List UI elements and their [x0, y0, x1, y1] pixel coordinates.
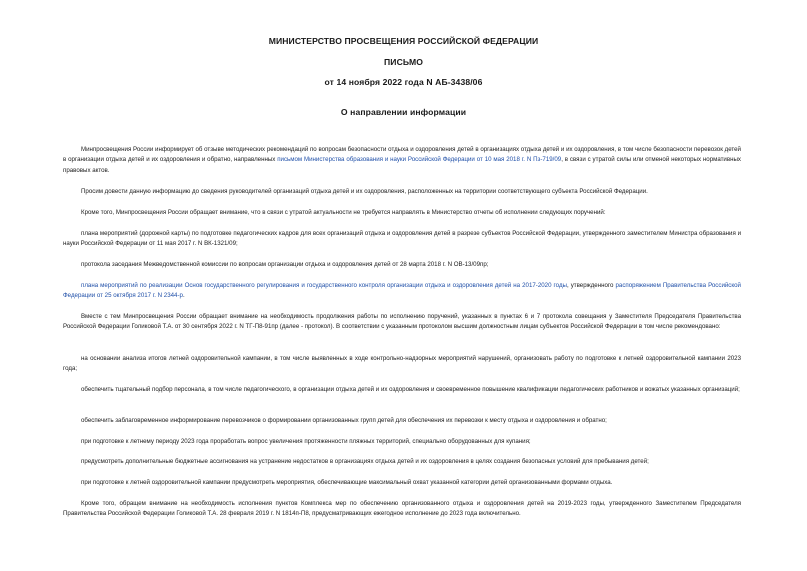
paragraph-13: при подготовке к летней оздоровительной кампании предусмотреть мероприятия, обеспечивающие максимальный охват указанной категории детей организованными формами отдыха.: [81, 479, 613, 486]
paragraph-3: Кроме того, Минпросвещения России обращает внимание, что в связи с утратой актуальности не требуется направлять в Министерство отчеты об исполнении следующих поручений:: [81, 209, 606, 216]
paragraph-11: при подготовке к летнему периоду 2023 года проработать вопрос увеличения протяженности пляжных территорий, специально оборудованных для купания;: [81, 438, 531, 445]
paragraph-6-text-end: .: [182, 292, 185, 300]
document-type: ПИСЬМО: [384, 57, 423, 67]
document-date-number: от 14 ноября 2022 года N АБ-3438/06: [324, 77, 483, 87]
paragraph-4: плана мероприятий (дорожной карты) по подготовке педагогических кадров для всех организаций отдыха и оздоровления детей в разрезе субъектов Российской Федерации, утвержденного заместителем Министра образования и науки Российской Федерации от 11 мая 2017 г. N ВК-1321/09;: [63, 230, 741, 248]
paragraph-7: Вместе с тем Минпросвещения России обращает внимание на необходимость продолжения работы по исполнению поручений, указанных в пунктах 6 и 7 протокола совещания у Заместителя Председателя Правительства Российской Федерации Голиковой Т.А. от 30 сентября 2022 г. N ТГ-П8-91пр (далее - протокол). В соответствии с указанным протоколом высшим должностным лицам субъектов Российской Федерации в том числе рекомендовано:: [63, 313, 741, 331]
letter-2018-link[interactable]: письмом Министерства образования и науки Российской Федерации от 10 мая 2018 г. N Пз-719/09: [277, 156, 562, 164]
document-subject: О направлении информации: [340, 107, 467, 117]
paragraph-12: предусмотреть дополнительные бюджетные ассигнования на устранение недостатков в организациях отдыха детей и их оздоровления в целях создания безопасных условий для пребывания детей;: [81, 458, 649, 465]
paragraph-2: Просим довести данную информацию до сведения руководителей организаций отдыха детей и их оздоровления, расположенных на территории соответствующего субъекта Российской Федерации.: [81, 188, 648, 195]
paragraph-1-text-end: , в связи с утратой силы или отменой некоторых нормативных правовых актов.: [63, 156, 741, 174]
paragraph-1-text-start: Минпросвещения России информирует об отзыве методических рекомендаций по вопросам безопасности отдыха и оздоровления детей в организациях отдыха детей и их оздоровления, в том числе безопасности перевозок детей в организации отдыха детей и их оздоровления и обратно, направленных: [63, 146, 741, 164]
paragraph-6: [63, 281, 741, 302]
paragraph-5: протокола заседания Межведомственной комиссии по вопросам организации отдыха и оздоровления детей от 28 марта 2018 г. N ОВ-13/09пр;: [81, 261, 489, 268]
paragraph-6-text-middle: , утвержденного: [566, 282, 616, 289]
paragraph-14: Кроме того, обращем внимание на необходимость исполнения пунктов Комплекса мер по обеспечению организованного отдыха и оздоровления детей на 2019-2023 годы, утвержденного Заместителем Председателя Правительства Российской Федерации Голиковой Т.А. 28 февраля 2019 г. N 1814п-П8, предусматривающих ежегодное исполнение до 2023 года включительно.: [63, 500, 741, 518]
paragraph-1: [63, 145, 741, 176]
government-order-link[interactable]: распоряжением Правительства Российской Федерации от 25 октября 2017 г. N 2344-р: [63, 282, 741, 300]
paragraph-9: обеспечить тщательный подбор персонала, в том числе педагогического, в организации отдыха детей и их оздоровления и своевременное повышение квалификации педагогических работников и вожатых указанных организаций;: [81, 386, 740, 393]
paragraph-8: на основании анализа итогов летней оздоровительной кампании, в том числе выявленных в ходе контрольно-надзорных мероприятий нарушений, организовать работу по подготовке к летней оздоровительной кампании 2023 года;: [63, 355, 741, 373]
plan-2017-2020-link[interactable]: плана мероприятий по реализации Основ государственного регулирования и государственного контроля организации отдыха и оздоровления детей на 2017-2020 годы: [81, 282, 567, 289]
ministry-heading: МИНИСТЕРСТВО ПРОСВЕЩЕНИЯ РОССИЙСКОЙ ФЕДЕРАЦИИ: [268, 36, 539, 46]
paragraph-10: обеспечить заблаговременное информирование перевозчиков о формировании организованных групп детей для обеспечения их перевозки к месту отдыха и оздоровления и обратно;: [81, 417, 607, 424]
